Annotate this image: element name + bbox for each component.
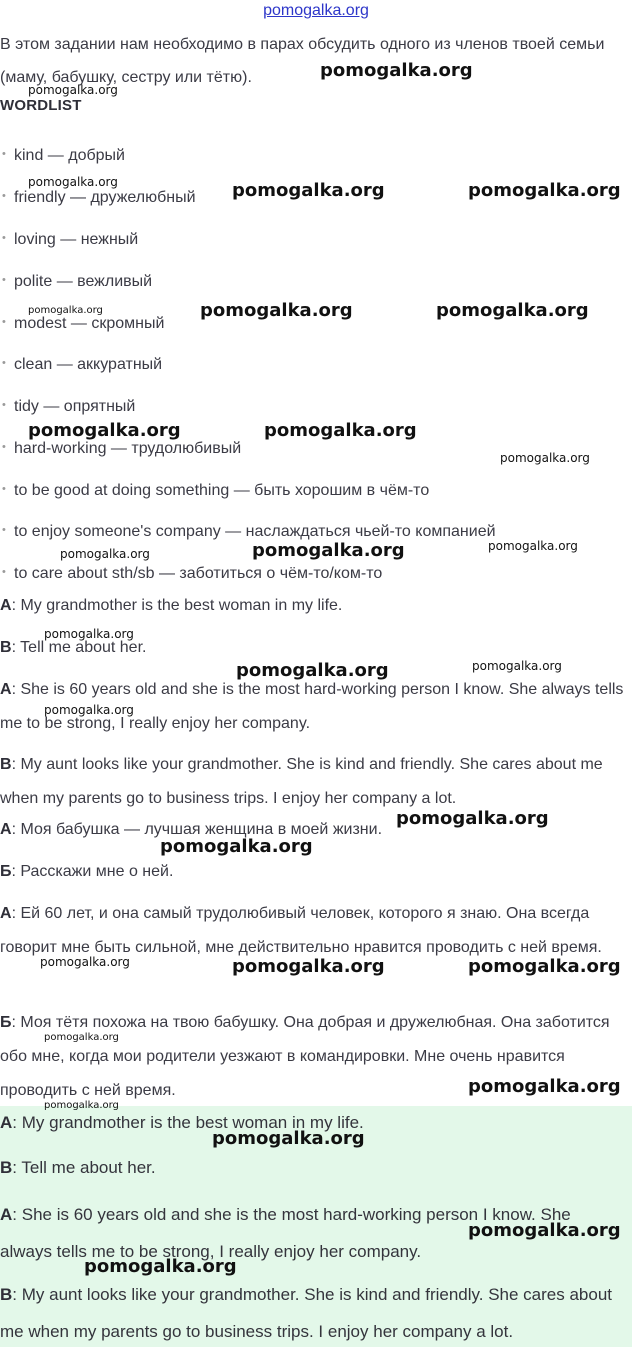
watermark: pomogalka.org bbox=[44, 1100, 119, 1111]
list-item: • polite — вежливый bbox=[14, 273, 152, 291]
watermark: pomogalka.org bbox=[232, 180, 385, 201]
list-item: • to enjoy someone's company — наслаждаться чьей-то компанией bbox=[14, 523, 496, 541]
dialogue-line: A: She is 60 years old and she is the most hard-working person I know. She always tells me to be strong, I really enjoy her company. bbox=[0, 681, 624, 732]
site-link[interactable]: pomogalka.org bbox=[263, 2, 369, 19]
list-item: • tidy — опрятный bbox=[14, 398, 135, 416]
dialogue-line: B: My aunt looks like your grandmother. She is kind and friendly. She cares about me when my parents go to business trips. I enjoy her company a lot. bbox=[0, 756, 603, 807]
list-item: • clean — аккуратный bbox=[14, 356, 162, 374]
list-item: • friendly — дружелюбный bbox=[14, 189, 196, 207]
list-item: • modest — скромный bbox=[14, 315, 164, 333]
watermark: pomogalka.org bbox=[84, 1256, 237, 1277]
watermark: pomogalka.org bbox=[28, 83, 118, 97]
wordlist-title: WORDLIST bbox=[0, 97, 82, 114]
watermark: pomogalka.org bbox=[236, 660, 389, 681]
watermark: pomogalka.org bbox=[264, 420, 417, 441]
watermark: pomogalka.org bbox=[396, 808, 549, 829]
watermark: pomogalka.org bbox=[28, 175, 118, 189]
watermark: pomogalka.org bbox=[468, 1220, 621, 1241]
list-item: • to be good at doing something — быть хорошим в чём-то bbox=[14, 482, 429, 500]
watermark: pomogalka.org bbox=[60, 547, 150, 561]
list-item: • loving — нежный bbox=[14, 231, 138, 249]
watermark: pomogalka.org bbox=[44, 703, 134, 717]
list-item: • kind — добрый bbox=[14, 147, 125, 165]
list-item: • to care about sth/sb — заботиться о чём-то/ком-то bbox=[14, 565, 382, 583]
watermark: pomogalka.org bbox=[200, 300, 353, 321]
dialogue-line-highlight: B: Tell me about her. bbox=[0, 1158, 156, 1177]
watermark: pomogalka.org bbox=[468, 180, 621, 201]
watermark: pomogalka.org bbox=[468, 1076, 621, 1097]
watermark: pomogalka.org bbox=[28, 305, 103, 316]
dialogue-line-ru: Б: Моя тётя похожа на твою бабушку. Она добрая и дружелюбная. Она заботится обо мне, когда мои родители уезжают в командировки. Мне очень нравится проводить с ней время. bbox=[0, 1014, 610, 1099]
watermark: pomogalka.org bbox=[320, 60, 473, 81]
dialogue-line: B: Tell me about her. bbox=[0, 639, 147, 656]
dialogue-line-highlight: A: She is 60 years old and she is the most hard-working person I know. She always tells me to be strong, I really enjoy her company. bbox=[0, 1205, 571, 1261]
watermark: pomogalka.org bbox=[232, 956, 385, 977]
dialogue-line: A: My grandmother is the best woman in my life. bbox=[0, 597, 343, 614]
watermark: pomogalka.org bbox=[500, 451, 590, 465]
watermark: pomogalka.org bbox=[212, 1128, 365, 1149]
dialogue-line-highlight: A: My grandmother is the best woman in my life. bbox=[0, 1113, 364, 1132]
list-item: • hard-working — трудолюбивый bbox=[14, 440, 241, 458]
watermark: pomogalka.org bbox=[488, 539, 578, 553]
watermark: pomogalka.org bbox=[44, 1032, 119, 1043]
dialogue-line-highlight: B: My aunt looks like your grandmother. She is kind and friendly. She cares about me when my parents go to business trips. I enjoy her company a lot. bbox=[0, 1285, 613, 1341]
dialogue-line-ru: Б: Расскажи мне о ней. bbox=[0, 863, 174, 880]
watermark: pomogalka.org bbox=[44, 627, 134, 641]
dialogue-line-ru: А: Моя бабушка — лучшая женщина в моей жизни. bbox=[0, 821, 383, 838]
watermark: pomogalka.org bbox=[436, 300, 589, 321]
watermark: pomogalka.org bbox=[468, 956, 621, 977]
watermark: pomogalka.org bbox=[252, 540, 405, 561]
intro-text: В этом задании нам необходимо в парах обсудить одного из членов твоей семьи (маму, бабушку, сестру или тётю). bbox=[0, 36, 605, 86]
watermark: pomogalka.org bbox=[160, 836, 313, 857]
watermark: pomogalka.org bbox=[472, 659, 562, 673]
watermark: pomogalka.org bbox=[28, 420, 181, 441]
watermark: pomogalka.org bbox=[40, 955, 130, 969]
dialogue-line-ru: А: Ей 60 лет, и она самый трудолюбивый человек, которого я знаю. Она всегда говорит мне быть сильной, мне действительно нравится проводить с ней время. bbox=[0, 905, 602, 956]
